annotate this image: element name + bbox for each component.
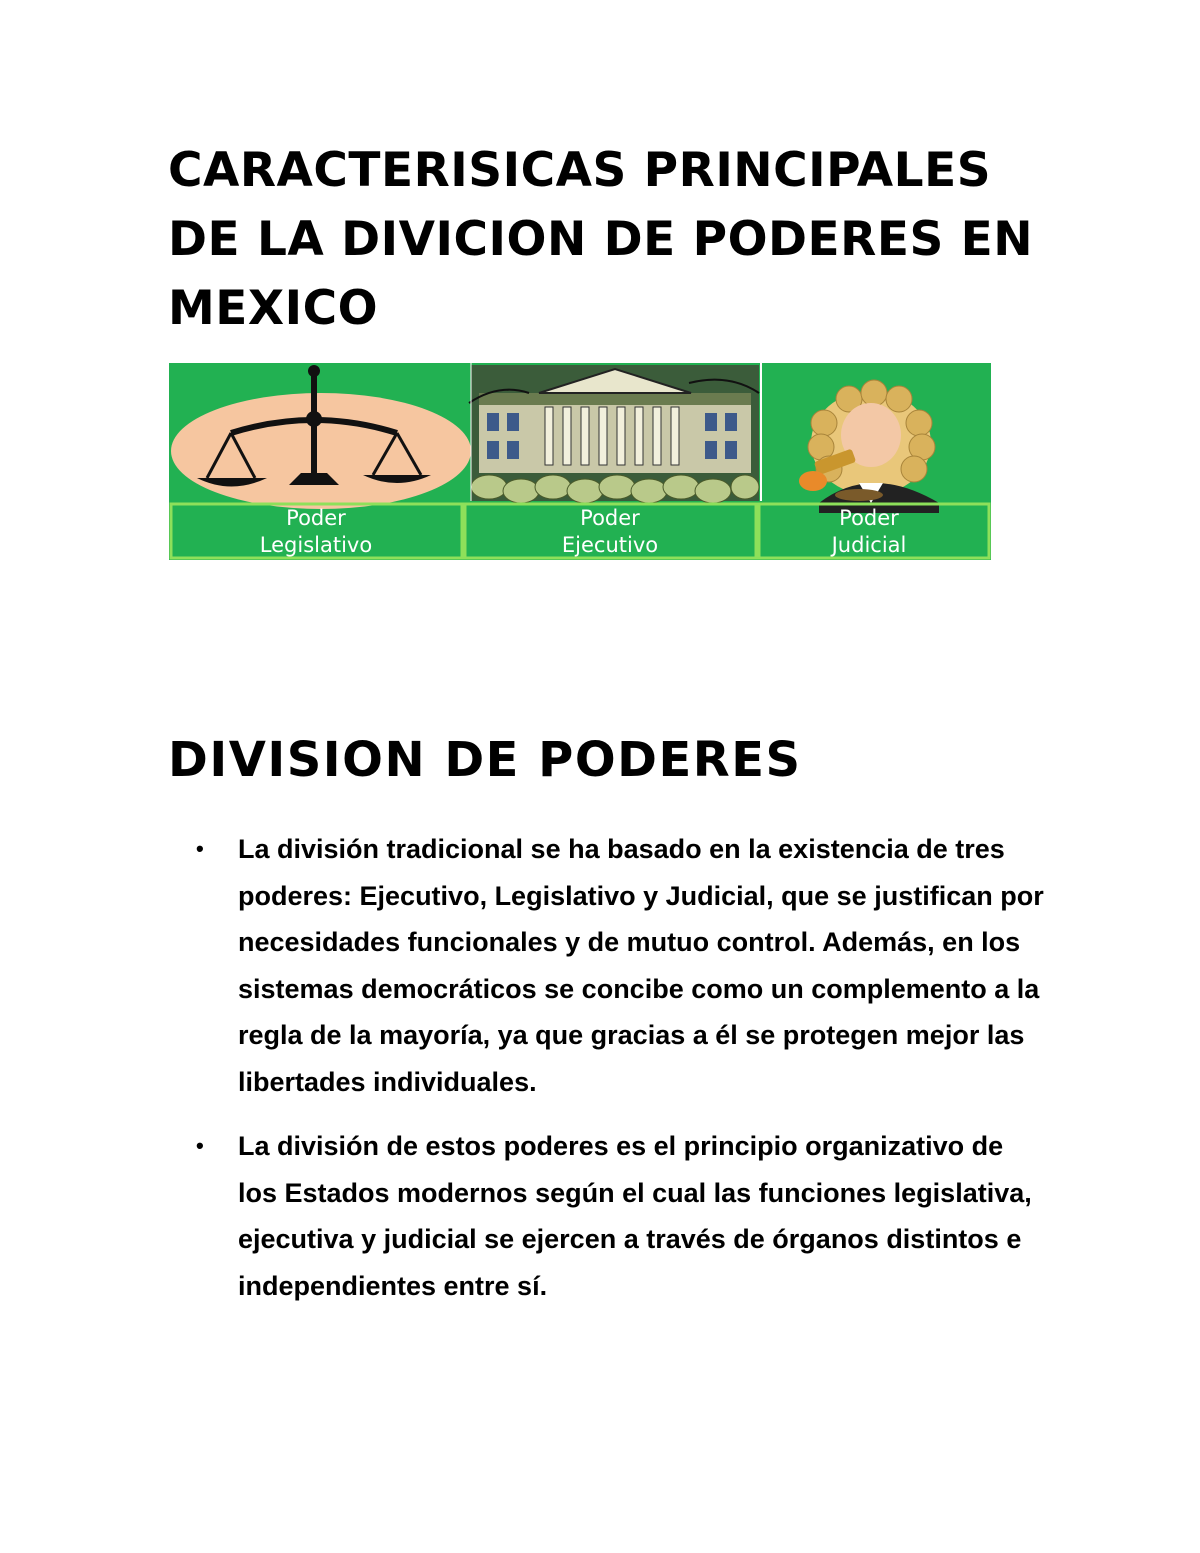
page-title: CARACTERISICAS PRINCIPALES DE LA DIVICION DE PODERES EN MEXICO — [168, 143, 1034, 336]
list-item — [196, 1123, 1046, 1309]
banner-label-judicial-line1: Poder — [839, 506, 899, 530]
banner-label-legislativo-line2: Legislativo — [259, 533, 373, 557]
banner-label-legislativo-line1: Poder — [286, 506, 346, 530]
banner-label-judicial-line2: Judicial — [831, 533, 907, 557]
bullet-text: La división de estos poderes es el principio organizativo de los Estados modernos según el cual las funciones legislativa, ejecutiva y judicial se ejercen a través de órganos distintos e independientes entre sí. — [238, 1131, 1032, 1301]
bullet-list — [196, 826, 1046, 1327]
government-palace-icon — [469, 365, 759, 503]
bullet-text: La división tradicional se ha basado en la existencia de tres poderes: Ejecutivo, Legislativo y Judicial, que se justifican por necesidades funcionales y de mutuo control. Además, en los sistemas democráticos se concibe como un complemento a la regla de la mayoría, ya que gracias a él se protegen mejor las libertades individuales. — [238, 834, 1044, 1097]
banner-label-ejecutivo-line1: Poder — [580, 506, 640, 530]
banner-label-ejecutivo-line2: Ejecutivo — [561, 533, 659, 557]
list-item — [196, 826, 1046, 1105]
bullet-icon: • — [196, 1133, 204, 1158]
bullet-icon: • — [196, 836, 204, 861]
section-heading: DIVISION DE PODERES — [168, 732, 802, 788]
powers-banner-image — [169, 363, 991, 560]
